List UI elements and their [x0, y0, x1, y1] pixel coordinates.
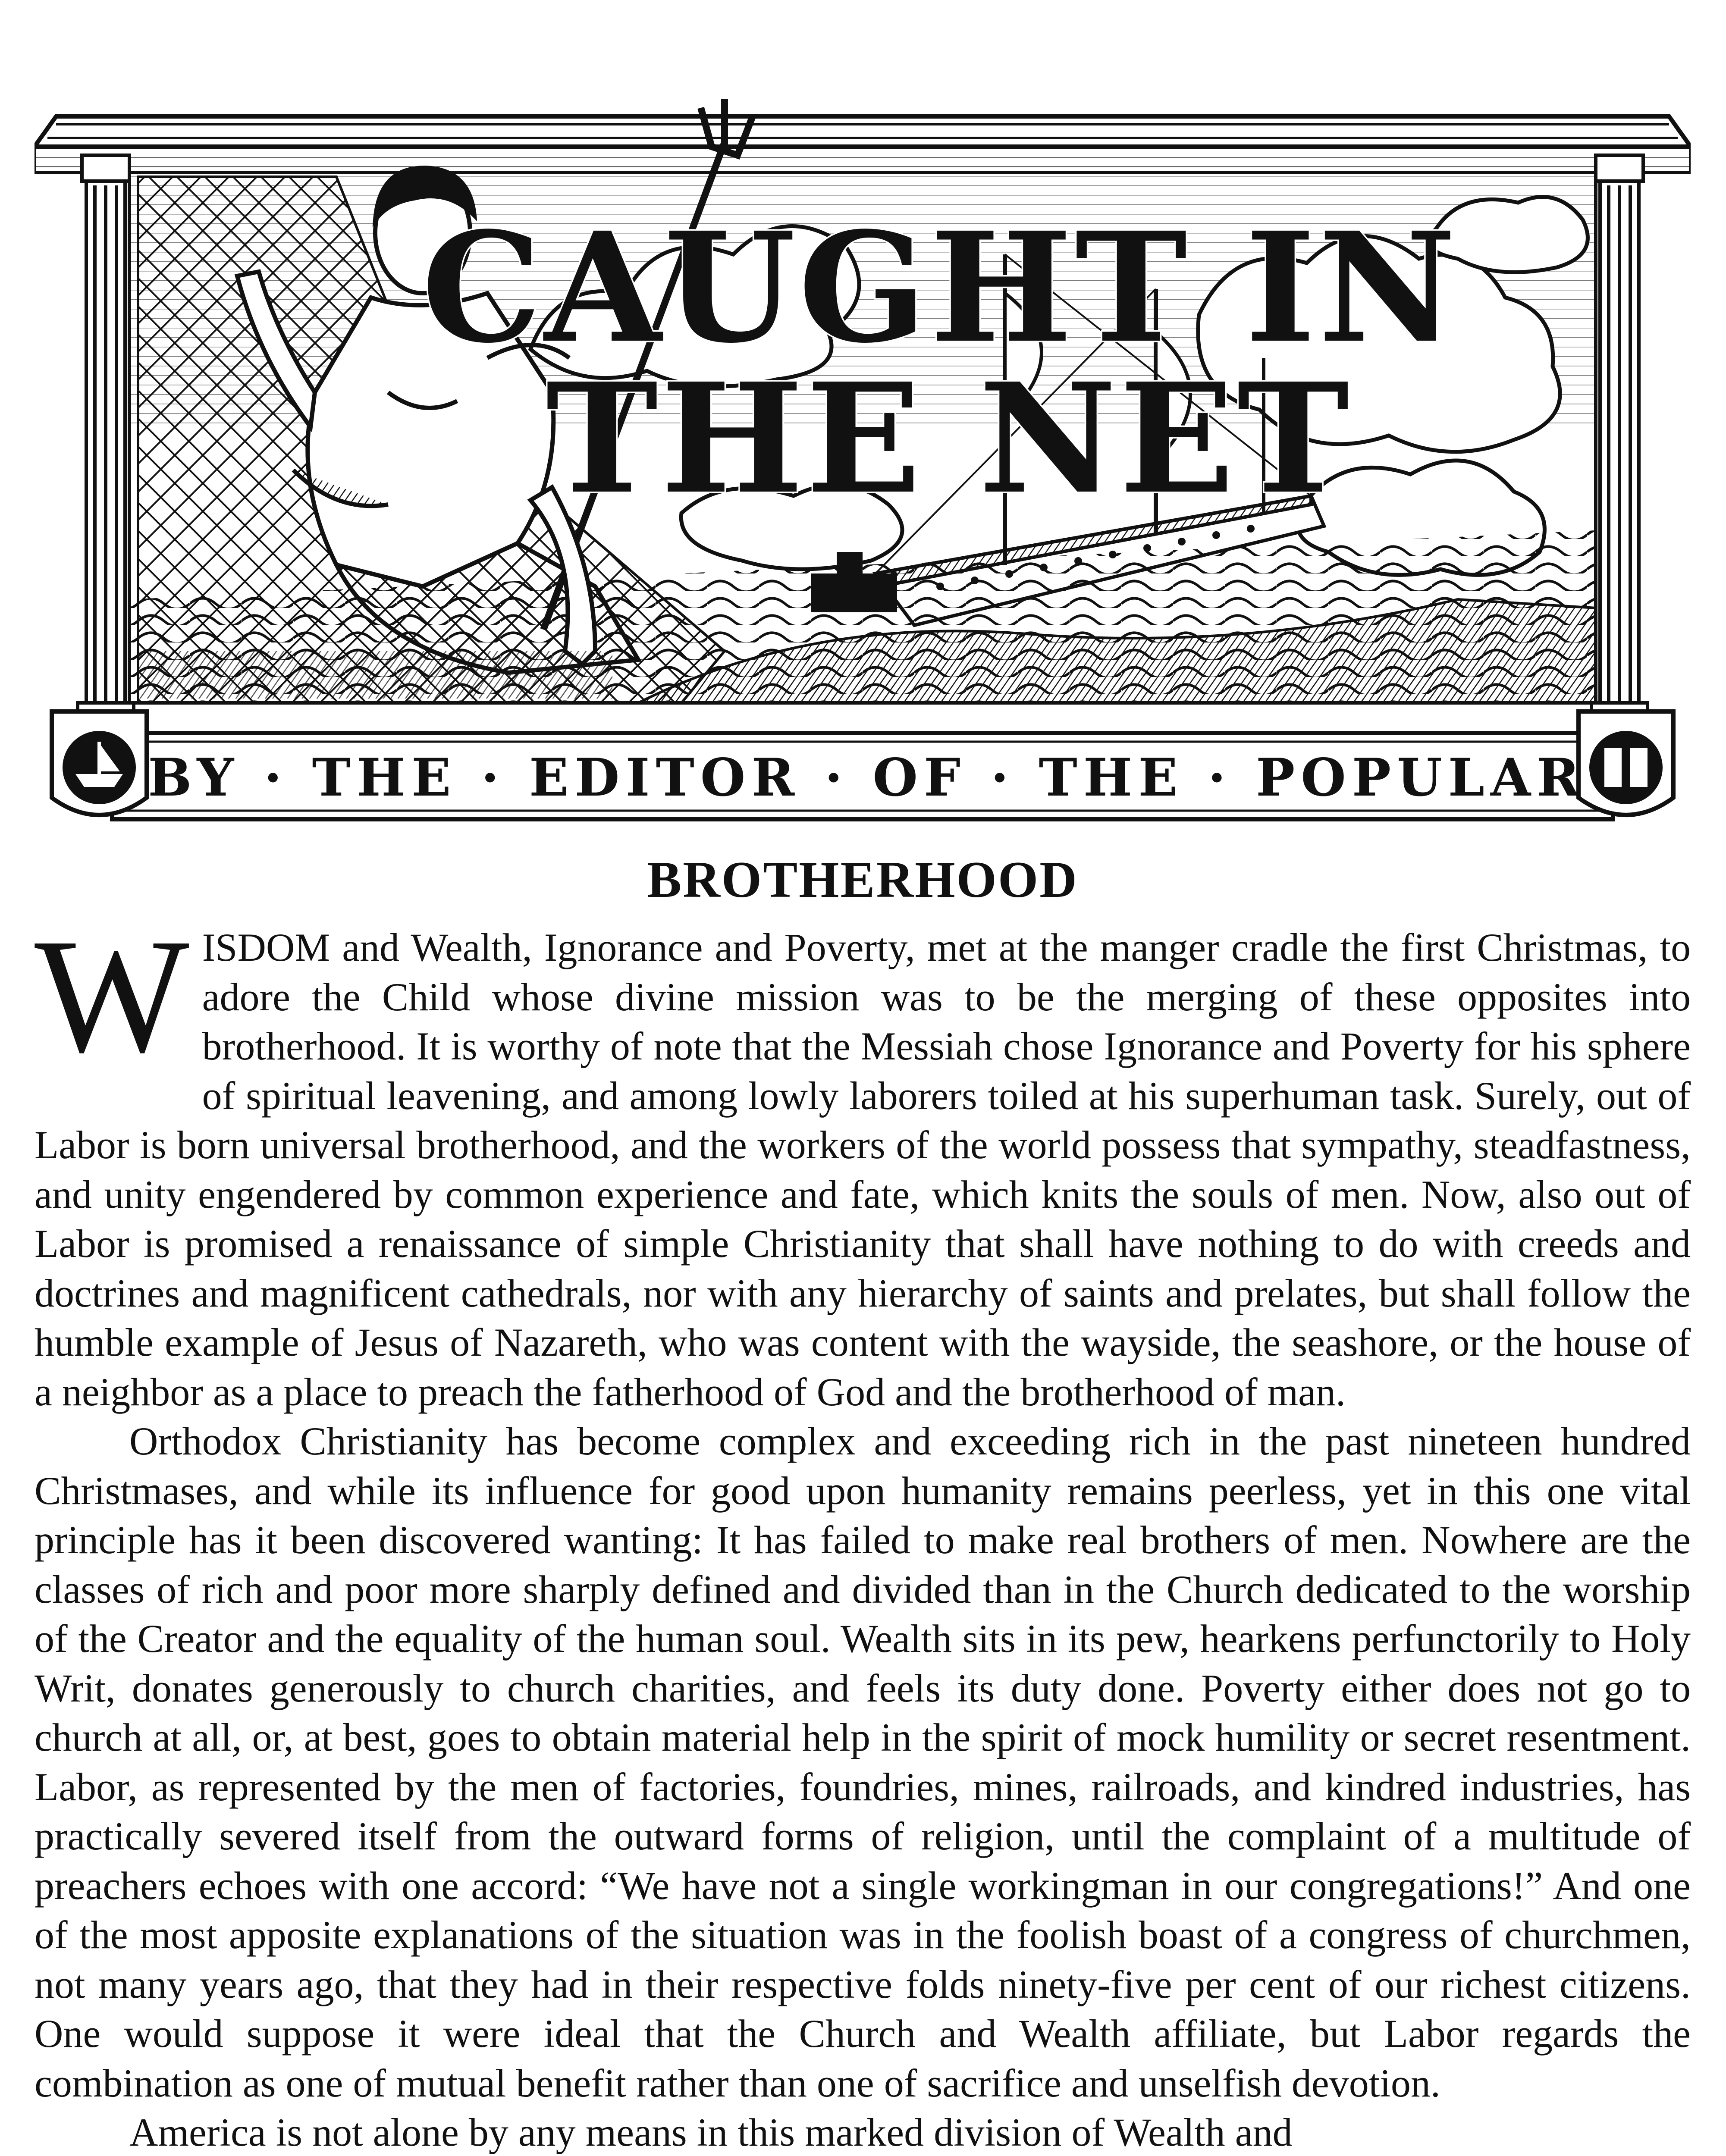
paragraph-2: Orthodox Christianity has become complex and exceeding rich in the past nineteen hundred Christmases, and while its influence for good upon humanity remains peerless, yet in this one vital principle has it been discovered wanting: It has failed to make real brothers of men. Nowhere are the classes of rich and poor more sharply defined and divided than in the Church dedicated to the worship of the Creator and the equality of the human soul. Wealth sits in its pew, hearkens perfunctorily to Holy Writ, donates generously to church charities, and feels its duty done. Poverty either does not go to church at all, or, at best, goes to obtain material help in the spirit of mock humility or secret resentment. Labor, as represented by the men of factories, foundries, mines, railroads, and kindred industries, has practically severed itself from the outward forms of religion, until the complaint of a multitude of preachers echoes with one accord: “We have not a single workingman in our congregations!” And one of the most apposite explanations of the situation was in the foolish boast of a congress of churchmen, not many years ago, that they had in their respective folds ninety-five per cent of our richest citizens. One would suppose it were ideal that the Church and Wealth affiliate, but Labor regards the combination as one of mutual benefit rather than one of sacrifice and unselfish devotion.: [35, 1419, 1691, 2105]
book-medallion-icon: [1579, 711, 1673, 815]
right-column: [1591, 155, 1648, 729]
title-line-2: THE NET: [546, 350, 1352, 527]
paragraph-3: America is not alone by any means in this marked division of Wealth and: [129, 2110, 1293, 2154]
byline: BY · THE · EDITOR · OF · THE · POPULAR: [148, 747, 1586, 808]
header-illustration: [35, 91, 1691, 824]
left-column: [78, 155, 134, 729]
article: [35, 837, 1691, 2156]
ship-medallion-icon: [52, 711, 147, 815]
cornice: [35, 116, 1691, 172]
title-line-1: CAUGHT IN: [421, 199, 1459, 376]
article-heading: BROTHERHOOD: [647, 851, 1078, 908]
drop-cap: W: [35, 905, 189, 1087]
paragraph-1: [35, 905, 1691, 1416]
paragraph-1-text: ISDOM and Wealth, Ignorance and Poverty, met at the manger cradle the first Christmas, to adore the Child whose divine mission was to be the merging of these opposites into brotherhood. It is worthy of note that the Messiah chose Ignorance and Poverty for his sphere of spiritual leavening, and among lowly laborers toiled at his superhuman task. Surely, out of Labor is born universal brotherhood, and the workers of the world possess that sympathy, steadfastness, and unity engendered by common experience and fate, which knits the souls of men. Now, also out of Labor is promised a renaissance of simple Christianity that shall have nothing to do with creeds and doctrines and magnificent cathedrals, nor with any hierarchy of saints and prelates, but shall follow the humble example of Jesus of Nazareth, who was content with the wayside, the seashore, or the house of a neighbor as a place to preach the fatherhood of God and the brotherhood of man.: [35, 925, 1691, 1414]
